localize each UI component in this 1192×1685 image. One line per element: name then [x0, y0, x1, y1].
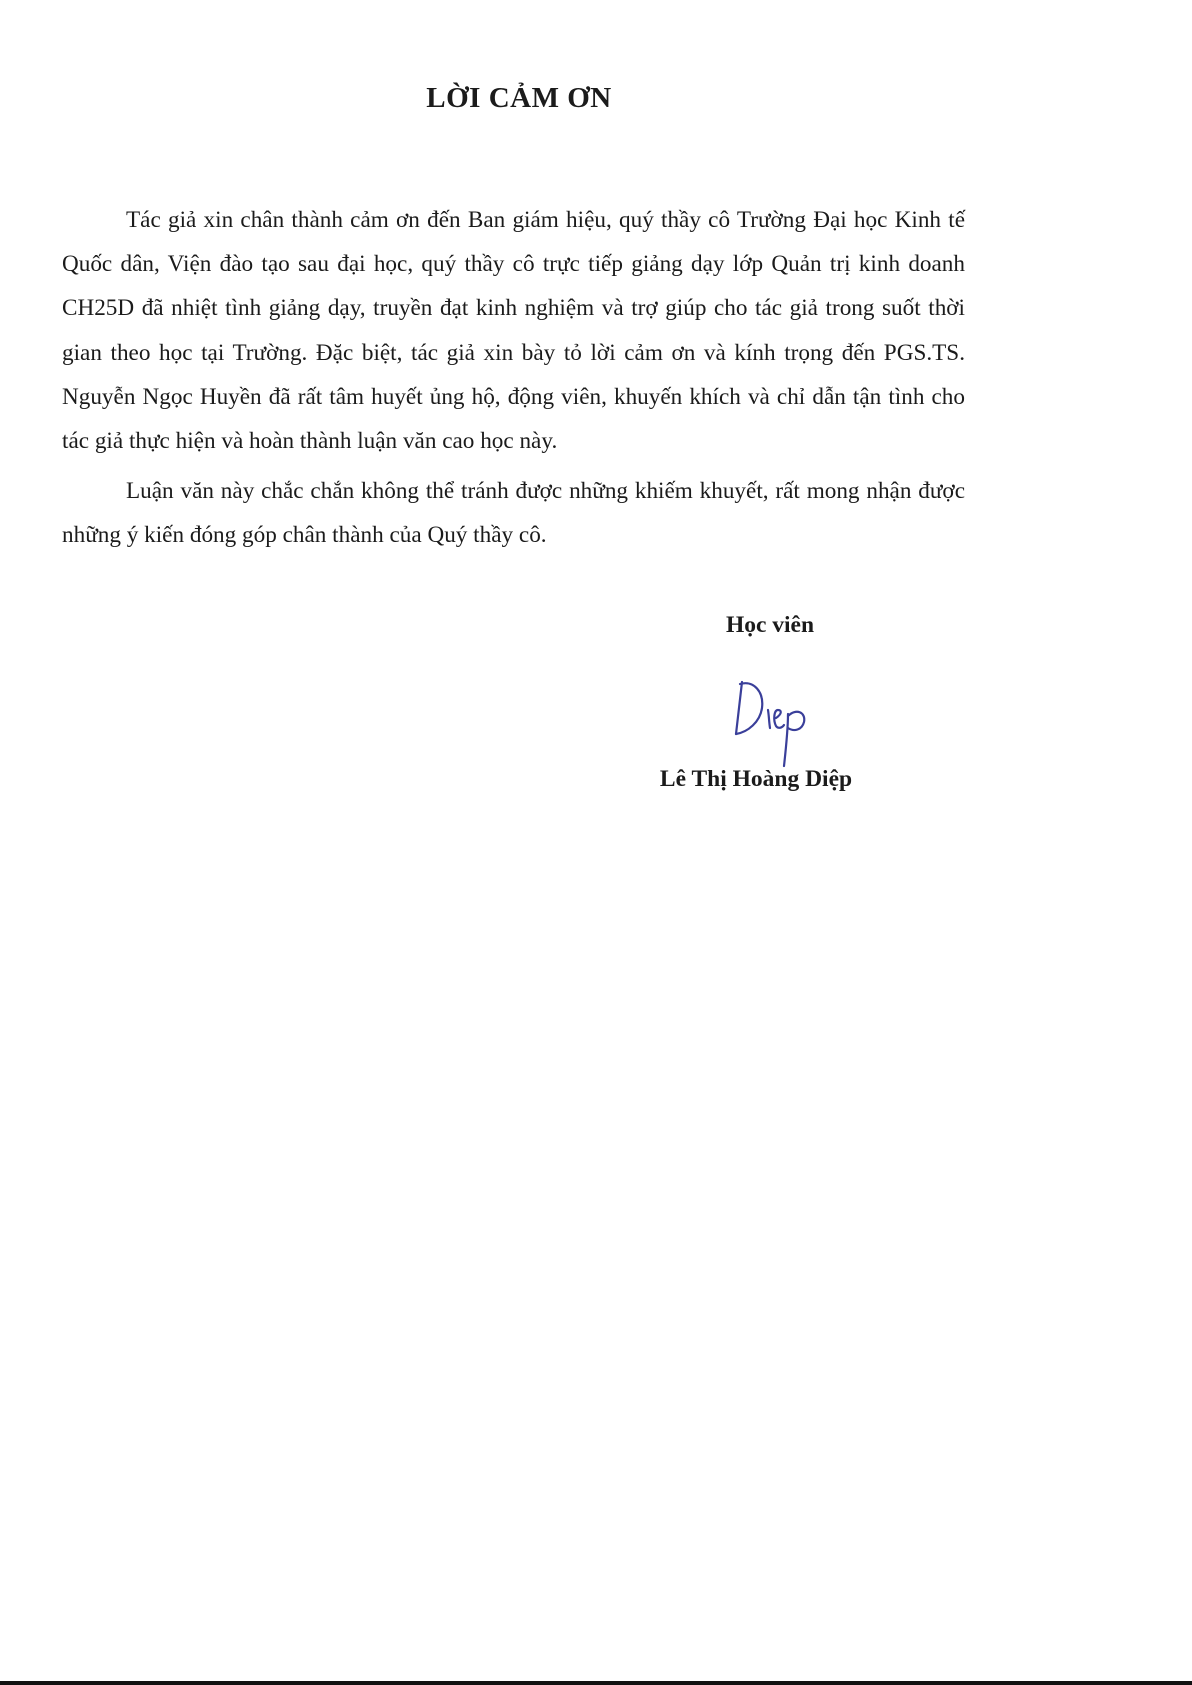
page-bottom-edge	[0, 1681, 1192, 1685]
signer-role: Học viên	[725, 612, 815, 638]
acknowledgement-body	[62, 198, 965, 564]
handwritten-signature	[720, 670, 820, 770]
signer-name: Lê Thị Hoàng Diệp	[659, 766, 853, 792]
page-title: LỜI CẢM ƠN	[426, 82, 612, 114]
paragraph-2: Luận văn này chắc chắn không thể tránh được những khiếm khuyết, rất mong nhận được những ý kiến đóng góp chân thành của Quý thầy cô.	[62, 478, 965, 549]
paragraph-1: Tác giả xin chân thành cảm ơn đến Ban giám hiệu, quý thầy cô Trường Đại học Kinh tế Quốc dân, Viện đào tạo sau đại học, quý thầy cô trực tiếp giảng dạy lớp Quản trị kinh doanh CH25D đã nhiệt tình giảng dạy, truyền đạt kinh nghiệm và trợ giúp cho tác giả trong suốt thời gian theo học tại Trường. Đặc biệt, tác giả xin bày tỏ lời cảm ơn và kính trọng đến PGS.TS. Nguyễn Ngọc Huyền đã rất tâm huyết ủng hộ, động viên, khuyến khích và chỉ dẫn tận tình cho tác giả thực hiện và hoàn thành luận văn cao học này.	[62, 207, 965, 455]
